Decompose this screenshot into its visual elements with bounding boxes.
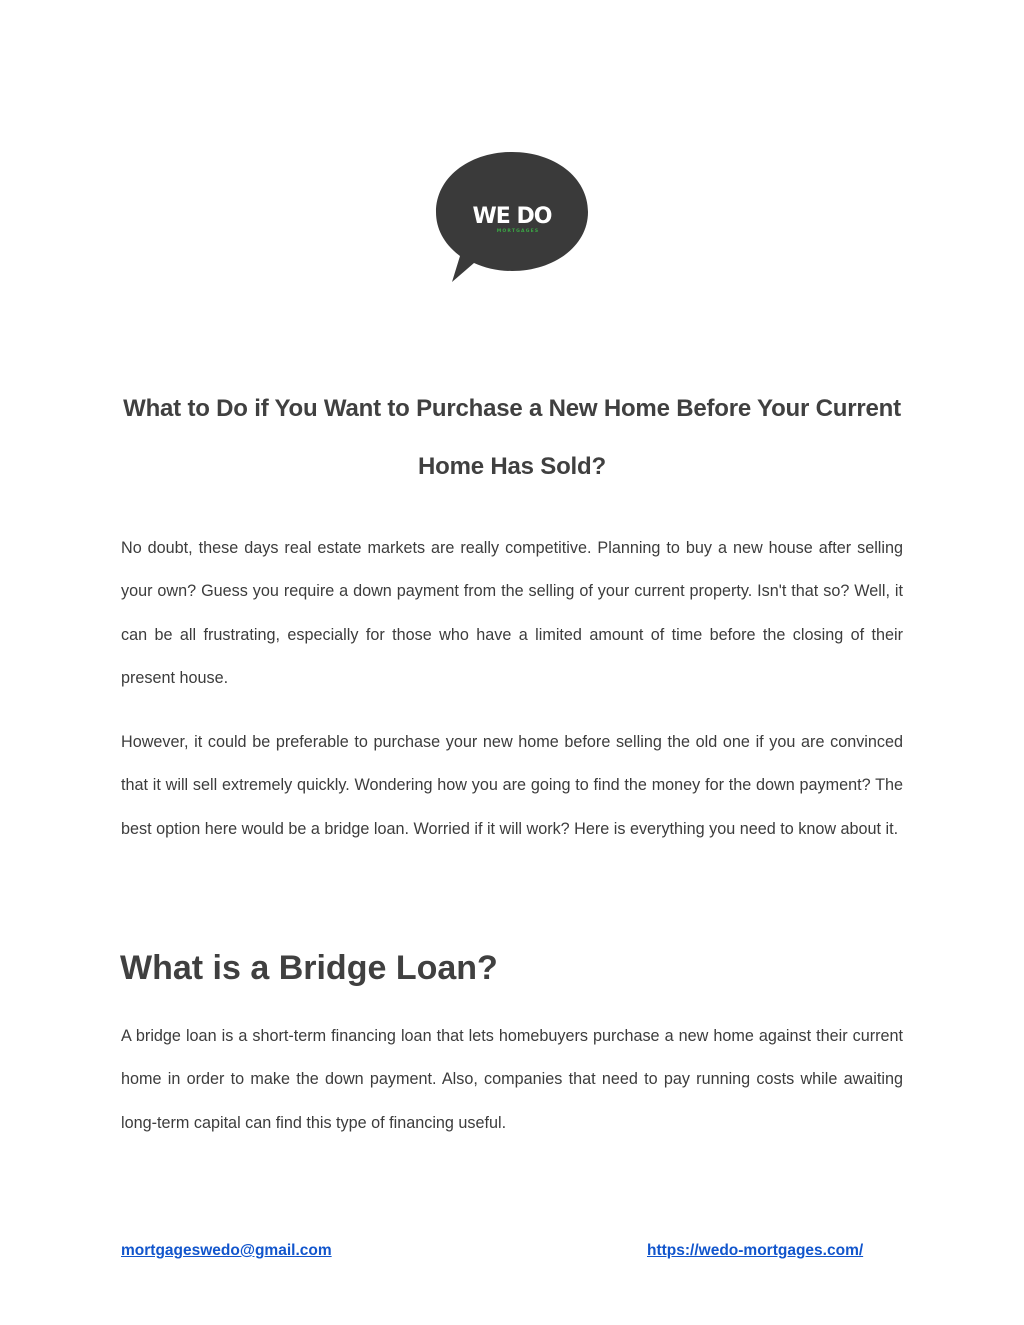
- footer-email-link[interactable]: mortgageswedo@gmail.com: [121, 1242, 332, 1259]
- bridge-loan-paragraph: A bridge loan is a short-term financing loan that lets homebuyers purchase a new home against their current home in order to make the down payment. Also, companies that need to pay running costs while awaiting long-term capital can find this type of financing useful.: [121, 1027, 903, 1132]
- intro-paragraph-2: However, it could be preferable to purchase your new home before selling the old one if you are convinced that it will sell extremely quickly. Wondering how you are going to find the money for the down payment? The best option here would be a bridge loan. Worried if it will work? Here is everything you need to know about it.: [121, 733, 903, 838]
- intro-paragraph-1: No doubt, these days real estate markets are really competitive. Planning to buy a new house after selling your own? Guess you require a down payment from the selling of your current property. Isn't that so? Well, it can be all frustrating, especially for those who have a limited amount of time before the closing of their present house.: [121, 539, 903, 687]
- logo-wordmark: WE DO: [472, 204, 552, 229]
- logo-subtext: MORTGAGES: [496, 229, 540, 234]
- article-title: What to Do if You Want to Purchase a New Home Before Your Current Home Has Sold?: [123, 395, 901, 480]
- footer-website-link[interactable]: https://wedo-mortgages.com/: [647, 1242, 864, 1259]
- section-heading-bridge-loan: What is a Bridge Loan?: [120, 949, 498, 987]
- speech-bubble-logo-icon: [432, 150, 592, 286]
- company-logo: [432, 150, 592, 286]
